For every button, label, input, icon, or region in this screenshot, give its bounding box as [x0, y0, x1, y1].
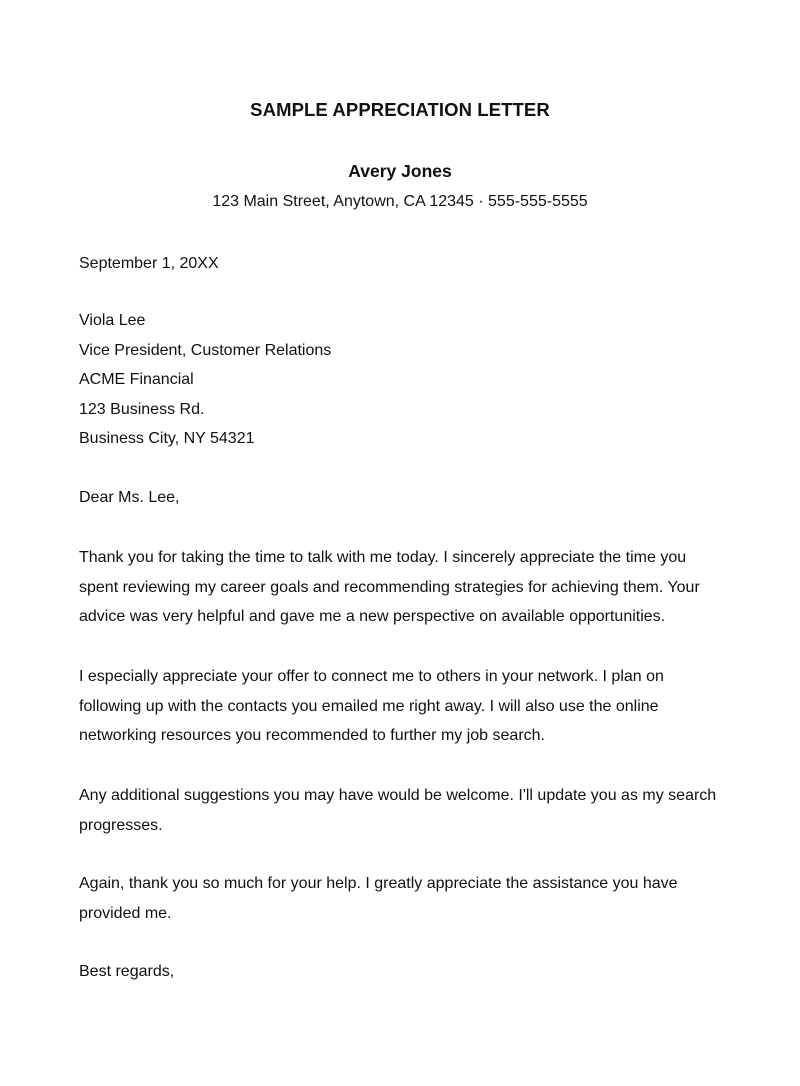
sender-name: Avery Jones — [348, 161, 452, 181]
body-paragraph-1: Thank you for taking the time to talk with me today. I sincerely appreciate the time you spent reviewing my career goals and recommending strategies for achieving them. Your advice was very helpful and gave me a new perspective on available opportunities. — [79, 549, 700, 626]
letter-date: September 1, 20XX — [79, 255, 219, 272]
recipient-block — [79, 306, 729, 454]
recipient-name: Viola Lee — [79, 312, 146, 329]
body-paragraph-2: I especially appreciate your offer to connect me to others in your network. I plan on following up with the contacts you emailed me right away. I will also use the online networking resources you recommended to further my job search. — [79, 668, 664, 745]
body-paragraph-4: Again, thank you so much for your help. I greatly appreciate the assistance you have provided me. — [79, 875, 678, 922]
recipient-company: ACME Financial — [79, 371, 194, 389]
recipient-city: Business City, NY 54321 — [79, 430, 255, 448]
body-paragraph-3: Any additional suggestions you may have would be welcome. I'll update you as my search progresses. — [79, 787, 717, 834]
closing: Best regards, — [79, 963, 175, 980]
recipient-position: Vice President, Customer Relations — [79, 341, 332, 359]
salutation: Dear Ms. Lee, — [79, 489, 180, 506]
recipient-street: 123 Business Rd. — [79, 400, 205, 418]
sender-contact: 123 Main Street, Anytown, CA 12345 · 555-555-5555 — [212, 193, 588, 210]
document-title: SAMPLE APPRECIATION LETTER — [250, 99, 550, 120]
